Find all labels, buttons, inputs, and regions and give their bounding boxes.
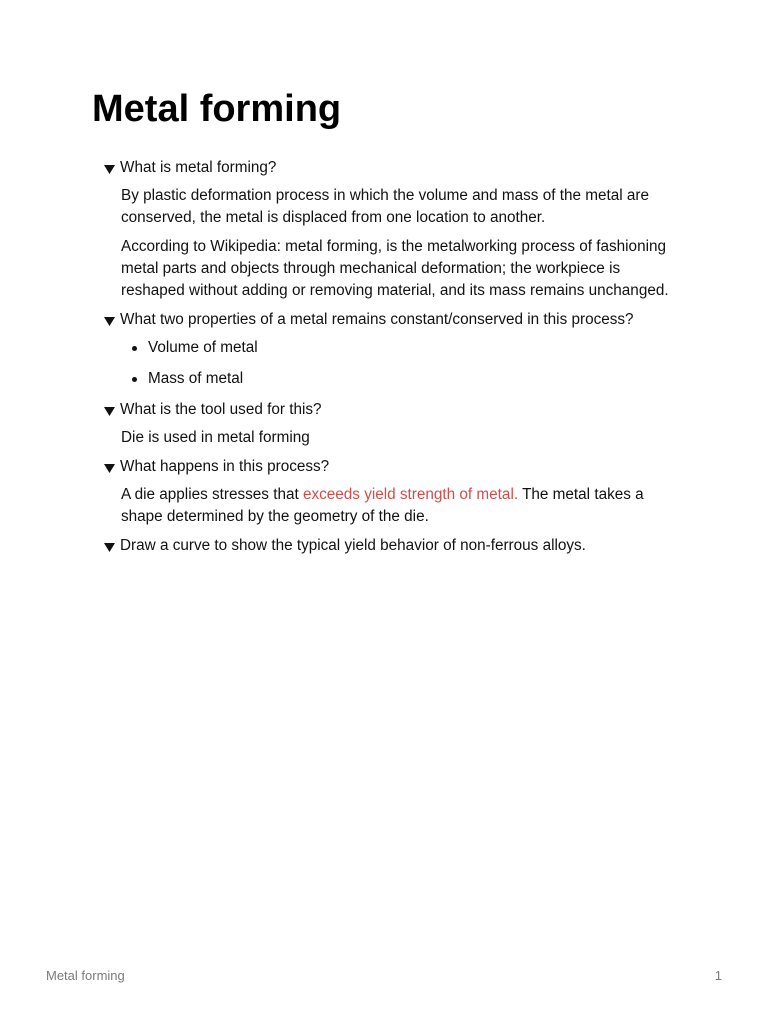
triangle-down-icon[interactable] bbox=[104, 157, 120, 174]
toggle-content bbox=[104, 185, 684, 302]
bullet-dot-icon bbox=[132, 346, 137, 351]
toggle-question: What two properties of a metal remains constant/conserved in this process? bbox=[120, 311, 634, 328]
triangle-down-icon[interactable] bbox=[104, 456, 120, 473]
toggle-question: What happens in this process? bbox=[120, 458, 330, 475]
bullet-list bbox=[121, 337, 684, 390]
footer-document-title: Metal forming bbox=[46, 968, 125, 983]
toggle-question: What is metal forming? bbox=[120, 159, 277, 176]
answer-text: The metal takes a shape determined by the geometry of the die. bbox=[121, 486, 644, 525]
triangle-down-icon[interactable] bbox=[104, 399, 120, 416]
answer-paragraph bbox=[121, 484, 684, 528]
triangle-down-icon[interactable] bbox=[104, 535, 120, 552]
toggle-block-properties bbox=[104, 309, 684, 390]
toggle-question: Draw a curve to show the typical yield behavior of non-ferrous alloys. bbox=[120, 537, 586, 554]
toggle-block-yield-curve bbox=[104, 535, 684, 557]
answer-text: A die applies stresses that bbox=[121, 486, 303, 503]
toggle-content bbox=[104, 427, 684, 449]
toggle-header[interactable] bbox=[104, 399, 684, 421]
page-title: Metal forming bbox=[92, 88, 342, 130]
toggle-block-process bbox=[104, 456, 684, 528]
toggle-header[interactable] bbox=[104, 535, 684, 557]
footer-page-number: 1 bbox=[714, 968, 722, 983]
list-item bbox=[121, 368, 684, 390]
highlighted-text: exceeds yield strength of metal. bbox=[302, 486, 519, 503]
toggle-block-metal-forming bbox=[104, 157, 684, 302]
list-item bbox=[121, 337, 684, 359]
answer-paragraph: By plastic deformation process in which the volume and mass of the metal are conserved, the metal is displaced from one location to another. bbox=[121, 187, 649, 226]
toggle-question: What is the tool used for this? bbox=[120, 401, 322, 418]
toggle-block-tool bbox=[104, 399, 684, 449]
bullet-dot-icon bbox=[132, 377, 137, 382]
list-item-text: Volume of metal bbox=[148, 339, 258, 356]
triangle-down-icon[interactable] bbox=[104, 309, 120, 326]
toggle-content bbox=[104, 484, 684, 528]
list-item-text: Mass of metal bbox=[148, 370, 244, 387]
toggle-header[interactable] bbox=[104, 309, 684, 331]
answer-paragraph: Die is used in metal forming bbox=[121, 429, 310, 446]
toggle-header[interactable] bbox=[104, 456, 684, 478]
answer-paragraph: According to Wikipedia: metal forming, is the metalworking process of fashioning metal parts and objects through mechanical deformation; the workpiece is reshaped without adding or removing material, and its mass remains unchanged. bbox=[121, 238, 669, 299]
toggle-content bbox=[104, 337, 684, 390]
toggle-header[interactable] bbox=[104, 157, 684, 179]
page-content bbox=[104, 157, 684, 563]
